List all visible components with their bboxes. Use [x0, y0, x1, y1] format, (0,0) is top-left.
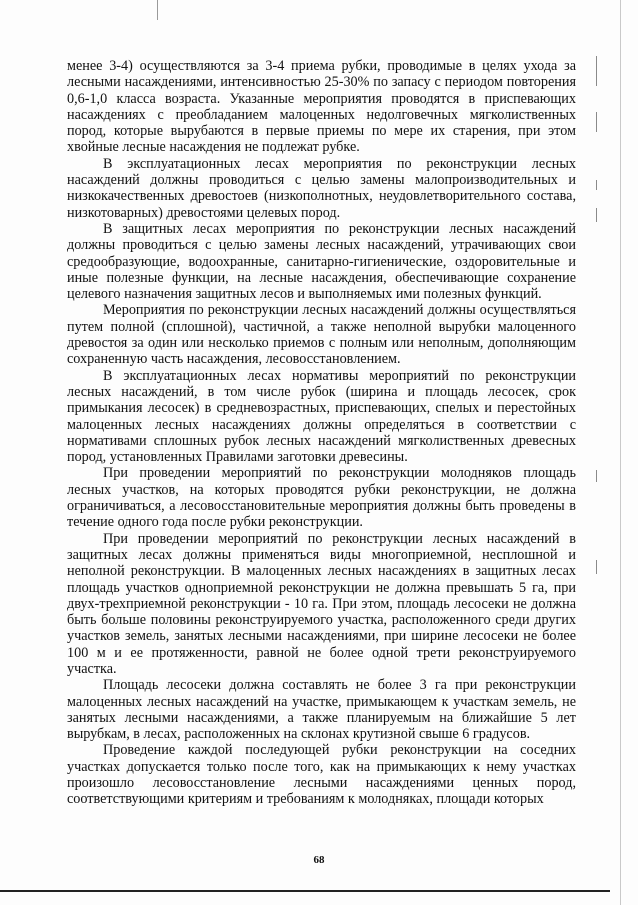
page-number: 68 [313, 854, 325, 866]
scan-mark-right [596, 56, 597, 86]
paragraph: Проведение каждой последующей рубки реконструкции на соседних участках допускается только после того, как на примыкающих к нему участках произошло лесовосстановление лесными насаждениями ценных пород, соответствующими критериям и требованиям к молодняках, площади которых [67, 742, 576, 808]
paragraph: В эксплуатационных лесах нормативы мероприятий по реконструкции лесных насаждений, в том числе рубок (ширина и площадь лесосек, срок примыкания лесосек) в средневозрастных, приспевающих, спелых и перестойных малоценных лесных насаждениях должны определяться в соответствии с нормативами сплошных рубок лесных насаждений мягколиственных древесных пород, установленных Правилами заготовки древесины. [67, 367, 576, 466]
scan-mark-right [596, 208, 597, 222]
paragraph: При проведении мероприятий по реконструкции лесных насаждений в защитных лесах должны применяться виды многоприемной, несплошной и неполной реконструкции. В малоценных лесных насаждениях в защитных лесах площадь участков одноприемной реконструкции не должна превышать 5 га, при двух-трехприемной реконструкции - 10 га. При этом, площадь лесосеки не должна быть больше половины реконструируемого участка, расположенного среди других участков земель, занятых лесными насаждениями, при ширине лесосеки не более 100 м и ее протяженности, равной не более одной трети реконструируемого участка. [67, 530, 576, 677]
paragraph: В эксплуатационных лесах мероприятия по реконструкции лесных насаждений должны проводиться с целью замены малопроизводительных и низкокачественных древостоев (низкополнотных, неудовлетворительного состава, низкотоварных) древостоями целевых пород. [67, 155, 576, 221]
scan-mark-right [596, 560, 597, 574]
paragraph: При проведении мероприятий по реконструкции молодняков площадь лесных участков, на которых проводятся рубки реконструкции, не должна ограничиваться, а лесовосстановительные мероприятия должны быть проведены в течение одного года после рубки реконструкции. [67, 465, 576, 531]
scan-mark-right [596, 112, 597, 132]
paragraph: менее 3-4) осуществляются за 3-4 приема рубки, проводимые в целях ухода за лесными насаждениями, интенсивностью 25-30% по запасу с периодом повторения 0,6-1,0 класса возраста. Указанные мероприятия проводятся в приспевающих насаждениях с преобладанием малоценных недолговечных мягколиственных пород, которые вырубаются в первые приемы по мере их старения, при этом хвойные лесные насаждения не подлежат рубке. [67, 58, 576, 156]
body-text [67, 58, 576, 808]
scan-edge-bottom [0, 890, 610, 892]
scan-mark-top [157, 0, 158, 20]
paragraph: В защитных лесах мероприятия по реконструкции лесных насаждений должны проводиться с целью замены лесных насаждений, утрачивающих свои средообразующие, водоохранные, санитарно-гигиенические, оздоровительные и иные полезные функции, на лесные насаждения, обеспечивающие сохранение целевого назначения защитных лесов и выполняемых ими полезных функций. [67, 220, 576, 303]
scan-mark-right [596, 180, 597, 190]
paragraph: Мероприятия по реконструкции лесных насаждений должны осуществляться путем полной (сплошной), частичной, а также неполной вырубки малоценного древостоя за один или несколько приемов с полным или неполным, дополняющим сохраненную часть насаждения, лесовосстановлением. [67, 302, 576, 368]
scan-edge-right [620, 0, 621, 905]
paragraph: Площадь лесосеки должна составлять не более 3 га при реконструкции малоценных лесных насаждений на участке, примыкающем к участкам земель, не занятых лесными насаждениями, а также планируемым на ближайшие 5 лет вырубкам, в лесах, расположенных на склонах крутизной свыше 6 градусов. [67, 677, 576, 743]
scan-mark-right [596, 470, 597, 482]
